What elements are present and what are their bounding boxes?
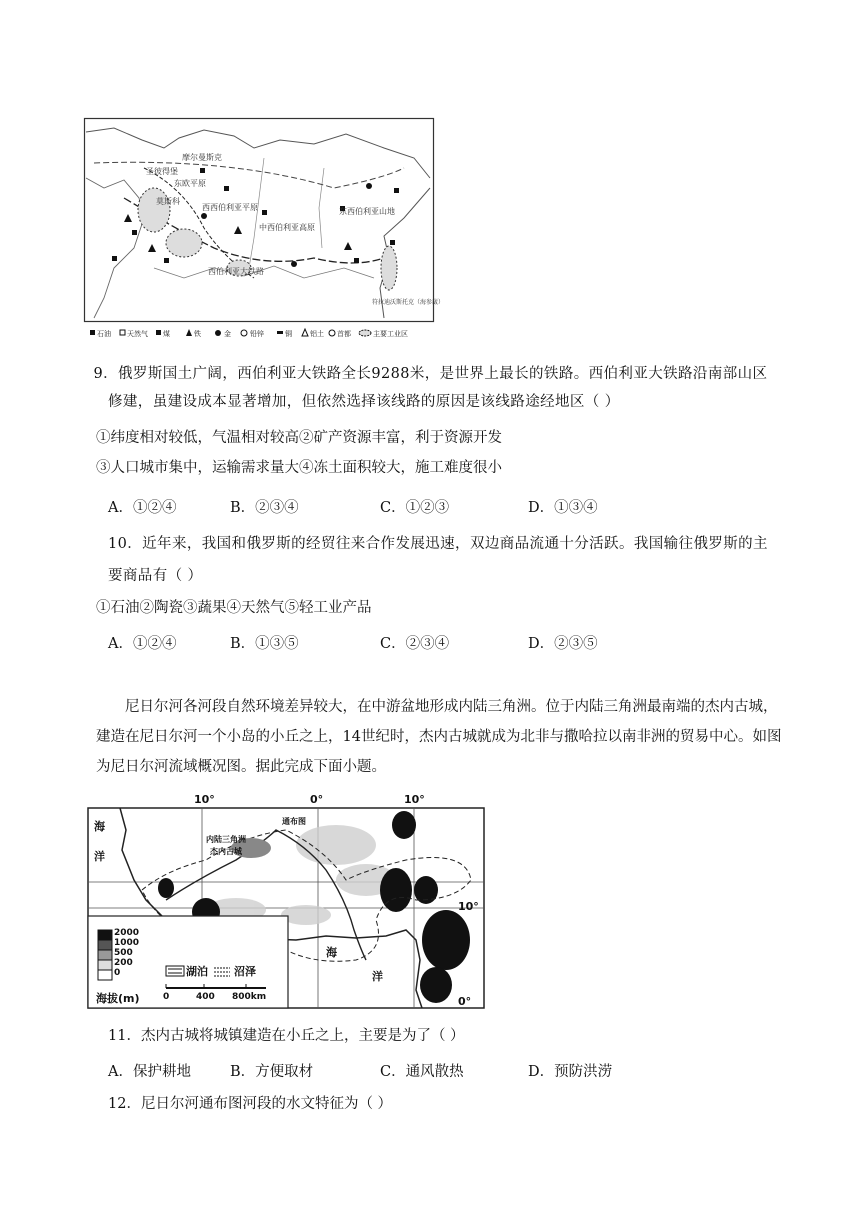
map2-label-timbuktu: 通布图 <box>282 817 306 826</box>
legend-oil: 石油 <box>97 330 111 338</box>
question-9-statement-1: ①纬度相对较低，气温相对较高②矿产资源丰富，利于资源开发 <box>96 430 502 446</box>
question-10-option-c[interactable]: C．②③④ <box>380 636 450 652</box>
map1-label-east-european-plain: 东欧平原 <box>174 179 206 188</box>
question-9-option-c[interactable]: C．①②③ <box>380 500 450 516</box>
question-9-option-a[interactable]: A．①②④ <box>108 500 177 516</box>
russia-map <box>84 118 445 344</box>
map2-lon-0: 0° <box>310 793 324 806</box>
map2-label-inland-delta: 内陆三角洲 <box>206 835 246 844</box>
question-10-option-b[interactable]: B．①③⑤ <box>230 636 299 652</box>
map2-lat-10: 10° <box>458 900 479 913</box>
legend-industrial-zone: 主要工业区 <box>373 330 408 338</box>
map2-lon-10w: 10° <box>194 793 215 806</box>
question-9-option-b[interactable]: B．②③④ <box>230 500 299 516</box>
question-9-option-d[interactable]: D．①③④ <box>528 500 598 516</box>
legend-leadzinc: 铅锌 <box>250 330 264 338</box>
scale-400: 400 <box>196 992 215 1002</box>
legend-gold: 金 <box>224 330 231 338</box>
reading-passage: 尼日尔河各河段自然环境差异较大，在中游盆地形成内陆三角洲。位于内陆三角洲最南端的杰内古城，建造在尼日尔河一个小岛的小丘之上，14世纪时，杰内古城就成为北非与撒哈拉以南非洲的贸易中心。如图为尼日尔河流域概况图。据此完成下面小题。 <box>96 699 782 775</box>
question-10-stem: 10．近年来，我国和俄罗斯的经贸往来合作发展迅速，双边商品流通十分活跃。我国输往俄罗斯的主要商品有（ ） <box>108 536 768 584</box>
elev-tick-200: 200 <box>114 958 133 968</box>
scale-0: 0 <box>163 992 170 1002</box>
map1-label-stpetersburg: 圣彼得堡 <box>146 167 178 176</box>
niger-river-map <box>86 790 486 1012</box>
elevation-title: 海拔(m) <box>96 992 140 1005</box>
question-11-option-a[interactable]: A．保护耕地 <box>108 1064 191 1080</box>
map2-lat-0: 0° <box>458 995 472 1008</box>
question-11-option-d[interactable]: D．预防洪涝 <box>528 1064 613 1080</box>
question-10-statement: ①石油②陶瓷③蔬果④天然气⑤轻工业产品 <box>96 600 372 616</box>
question-9-statement-2: ③人口城市集中，运输需求量大④冻土面积较大，施工难度很小 <box>96 460 502 476</box>
map1-label-west-siberian-plain: 西西伯利亚平原 <box>202 203 258 212</box>
question-12-stem: 12．尼日尔河通布图河段的水文特征为（ ） <box>108 1096 393 1112</box>
legend-iron: 铁 <box>194 330 201 338</box>
map1-label-central-siberian-plateau: 中西伯利亚高原 <box>259 223 315 232</box>
elev-tick-0: 0 <box>114 968 121 978</box>
legend-coal: 煤 <box>163 330 170 338</box>
legend-bauxite: 铝土 <box>310 330 324 338</box>
legend-capital: 首都 <box>337 330 351 338</box>
question-9-stem: 9．俄罗斯国土广阔，西伯利亚大铁路全长9288米，是世界上最长的铁路。西伯利亚大铁路沿南部山区修建，虽建设成本显著增加，但依然选择该线路的原因是该线路途经地区（ ） <box>93 366 768 410</box>
map2-label-djenne: 杰内古城 <box>210 847 242 856</box>
map1-label-vladivostok: 符拉迪沃斯托克（海参崴） <box>372 299 445 306</box>
map1-label-murmansk: 摩尔曼斯克 <box>182 153 222 162</box>
legend-swamp: 沼泽 <box>234 965 256 978</box>
legend-lake: 湖泊 <box>186 965 208 978</box>
map2-sea-left-1: 海 <box>94 820 105 833</box>
question-11-stem: 11．杰内古城将城镇建造在小丘之上，主要是为了（ ） <box>108 1028 465 1044</box>
map1-legend <box>90 329 408 338</box>
map1-label-moscow: 莫斯科 <box>156 197 180 206</box>
question-10-option-d[interactable]: D．②③⑤ <box>528 636 598 652</box>
map2-lon-10e: 10° <box>404 793 425 806</box>
map1-label-east-siberian-mountains: 东西伯利亚山地 <box>339 207 395 216</box>
elev-tick-2000: 2000 <box>114 928 140 938</box>
question-11-option-b[interactable]: B．方便取材 <box>230 1064 314 1080</box>
elev-tick-500: 500 <box>114 948 133 958</box>
question-10-option-a[interactable]: A．①②④ <box>108 636 177 652</box>
scale-800km: 800km <box>232 992 267 1002</box>
elev-tick-1000: 1000 <box>114 938 140 948</box>
question-11-option-c[interactable]: C．通风散热 <box>380 1064 464 1080</box>
legend-copper: 铜 <box>285 330 292 338</box>
legend-gas: 天然气 <box>127 330 148 338</box>
map2-sea-right-1: 海 <box>326 946 337 959</box>
map2-sea-left-2: 洋 <box>94 850 105 863</box>
map2-legend <box>88 916 288 1008</box>
map1-label-railway: 西伯利亚大铁路 <box>208 267 264 276</box>
map2-sea-right-2: 洋 <box>372 970 383 983</box>
